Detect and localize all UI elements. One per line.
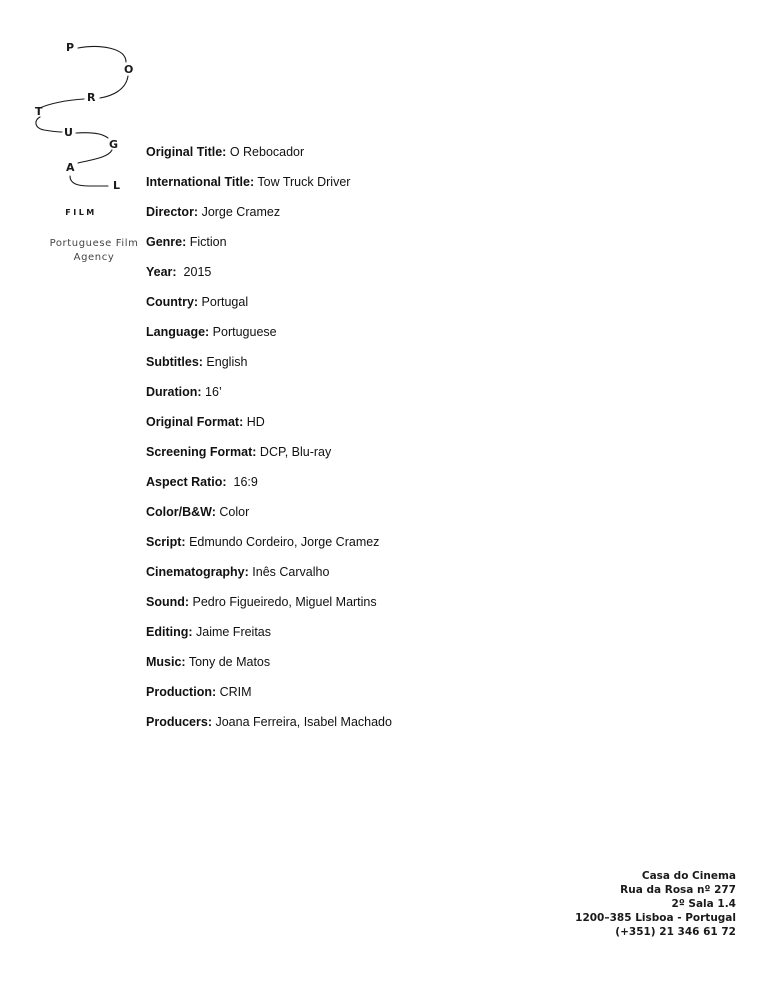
detail-international-title (146, 174, 392, 204)
address-phone: (+351) 21 346 61 72 (615, 926, 736, 938)
logo-curve-lines (0, 0, 160, 200)
detail-value: 16’ (201, 385, 222, 399)
detail-value: Color (215, 505, 250, 519)
address-street: Rua da Rosa nº 277 (620, 884, 736, 896)
logo-letter-o: O (124, 63, 134, 76)
detail-label: Script: (146, 535, 186, 549)
logo-letter-l: L (113, 179, 121, 192)
logo-letter-t: T (35, 105, 43, 118)
detail-duration (146, 384, 392, 414)
detail-director (146, 204, 392, 234)
detail-year (146, 264, 392, 294)
detail-value: 16:9 (226, 475, 258, 489)
address-room: 2º Sala 1.4 (671, 898, 736, 910)
logo-film-word: FILM (65, 208, 97, 217)
detail-screening-format (146, 444, 392, 474)
logo-letter-g: G (109, 138, 119, 151)
detail-label: Production: (146, 685, 217, 699)
detail-subtitles (146, 354, 392, 384)
detail-language (146, 324, 392, 354)
detail-color-bw (146, 504, 392, 534)
detail-label: Cinematography: (146, 565, 249, 579)
detail-original-format (146, 414, 392, 444)
detail-editing (146, 624, 392, 654)
detail-original-title (146, 144, 392, 174)
detail-value: Portuguese (209, 325, 277, 339)
detail-label: Music: (146, 655, 186, 669)
logo-letter-u: U (64, 126, 73, 139)
logo-letter-a: A (66, 161, 75, 174)
detail-value: English (202, 355, 248, 369)
detail-label: International Title: (146, 175, 255, 189)
detail-value: Tow Truck Driver (254, 175, 351, 189)
detail-value: Inês Carvalho (248, 565, 330, 579)
address-venue: Casa do Cinema (641, 870, 736, 882)
portugal-film-logo (0, 0, 160, 280)
logo-agency-name (44, 237, 144, 265)
detail-value: O Rebocador (226, 145, 305, 159)
detail-label: Subtitles: (146, 355, 203, 369)
detail-label: Color/B&W: (146, 505, 216, 519)
detail-script (146, 534, 392, 564)
detail-label: Original Format: (146, 415, 244, 429)
detail-value: CRIM (216, 685, 252, 699)
detail-label: Country: (146, 295, 199, 309)
detail-value: Jaime Freitas (192, 625, 272, 639)
detail-value: Joana Ferreira, Isabel Machado (212, 715, 392, 729)
film-details-list (146, 144, 392, 744)
address-city: 1200–385 Lisboa - Portugal (575, 912, 736, 924)
detail-production (146, 684, 392, 714)
logo-letter-p: P (66, 41, 75, 54)
contact-address (575, 869, 736, 939)
detail-producers (146, 714, 392, 744)
detail-label: Original Title: (146, 145, 227, 159)
detail-sound (146, 594, 392, 624)
detail-label: Producers: (146, 715, 212, 729)
logo-agency-line: Agency (73, 252, 115, 263)
detail-label: Aspect Ratio: (146, 475, 227, 489)
detail-genre (146, 234, 392, 264)
detail-value: HD (243, 415, 265, 429)
detail-music (146, 654, 392, 684)
detail-value: Fiction (186, 235, 227, 249)
detail-label: Director: (146, 205, 199, 219)
detail-country (146, 294, 392, 324)
detail-value: DCP, Blu-ray (256, 445, 332, 459)
detail-cinematography (146, 564, 392, 594)
detail-label: Sound: (146, 595, 190, 609)
detail-label: Year: (146, 265, 177, 279)
detail-label: Duration: (146, 385, 202, 399)
detail-label: Language: (146, 325, 210, 339)
detail-value: Pedro Figueiredo, Miguel Martins (189, 595, 377, 609)
logo-letter-r: R (87, 91, 96, 104)
detail-value: Jorge Cramez (198, 205, 281, 219)
detail-label: Genre: (146, 235, 187, 249)
logo-agency-line: Portuguese Film (49, 238, 139, 249)
detail-aspect-ratio (146, 474, 392, 504)
detail-value: Portugal (198, 295, 249, 309)
detail-label: Screening Format: (146, 445, 257, 459)
detail-label: Editing: (146, 625, 193, 639)
detail-value: Tony de Matos (185, 655, 271, 669)
detail-value: Edmundo Cordeiro, Jorge Cramez (185, 535, 380, 549)
detail-value: 2015 (176, 265, 212, 279)
